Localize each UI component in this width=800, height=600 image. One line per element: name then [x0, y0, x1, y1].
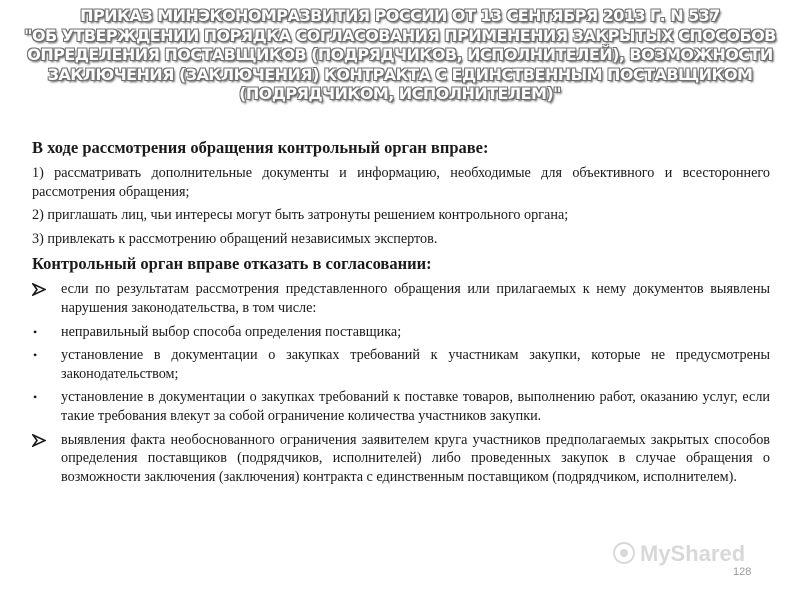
- list-item-arrow: [32, 431, 770, 487]
- paragraph-right-3: 3) привлекать к рассмотрению обращений независимых экспертов.: [32, 230, 438, 247]
- bullet-icon: •: [33, 390, 38, 405]
- bullet-icon: •: [33, 348, 38, 363]
- list-item-text: если по результатам рассмотрения представленного обращения или прилагаемых к нему документов выявлены нарушения законодательства, в том числе:: [61, 281, 770, 316]
- list-item-bullet: [32, 388, 770, 425]
- slide-title: [18, 6, 782, 104]
- paragraph-right-1: 1) рассматривать дополнительные документы и информацию, необходимые для объективного и всестороннего рассмотрения обращения;: [32, 165, 770, 200]
- title-line-2: "ОБ УТВЕРЖДЕНИИ ПОРЯДКА СОГЛАСОВАНИЯ ПРИМЕНЕНИЯ ЗАКРЫТЫХ СПОСОБОВ: [24, 25, 776, 45]
- title-line-4: ЗАКЛЮЧЕНИЯ (ЗАКЛЮЧЕНИЯ) КОНТРАКТА С ЕДИНСТВЕННЫМ ПОСТАВЩИКОМ: [47, 64, 753, 84]
- section-heading-refusal: Контрольный орган вправе отказать в согласовании:: [32, 254, 432, 274]
- page-number: 128: [733, 566, 752, 578]
- bullet-icon: •: [33, 324, 38, 339]
- slide-body: [32, 137, 770, 491]
- arrow-bullet-icon: [32, 431, 48, 447]
- paragraph-right-2: 2) приглашать лиц, чьи интересы могут быть затронуты решением контрольного органа;: [32, 207, 569, 224]
- list-item-arrow: [32, 280, 770, 317]
- title-line-5: (ПОДРЯДЧИКОМ, ИСПОЛНИТЕЛЕМ)": [239, 84, 561, 103]
- arrow-bullet-icon: [32, 280, 48, 296]
- list-item-text: неправильный выбор способа определения поставщика;: [61, 323, 402, 340]
- list-item-bullet: [32, 323, 770, 342]
- list-item-bullet: [32, 346, 770, 383]
- list-item-text: установление в документации о закупках требований к поставке товаров, выполнению работ, оказанию услуг, если такие требования влекут за собой ограничение количества участников закупки.: [61, 389, 770, 424]
- title-line-1: ПРИКАЗ МИНЭКОНОМРАЗВИТИЯ РОССИИ ОТ 13 СЕНТЯБРЯ 2013 Г. N 537: [80, 6, 720, 25]
- section-heading-rights: В ходе рассмотрения обращения контрольный орган вправе:: [32, 138, 489, 157]
- list-item-text: установление в документации о закупках требований к участникам закупки, которые не предусмотрены законодательством;: [61, 347, 770, 382]
- list-item-text: выявления факта необоснованного ограничения заявителем круга участников предполагаемых закрытых способов определения поставщиков (подрядчиков, исполнителей) либо проведенных закупок в случае обращения о возможности заключения (заключения) контракта с единственным поставщиком (подрядчиком, исполнителем).: [61, 431, 770, 485]
- svg-text:MyShared: MyShared: [640, 541, 746, 566]
- title-line-3: ОПРЕДЕЛЕНИЯ ПОСТАВЩИКОВ (ПОДРЯДЧИКОВ, ИСПОЛНИТЕЛЕЙ), ВОЗМОЖНОСТИ: [27, 45, 773, 64]
